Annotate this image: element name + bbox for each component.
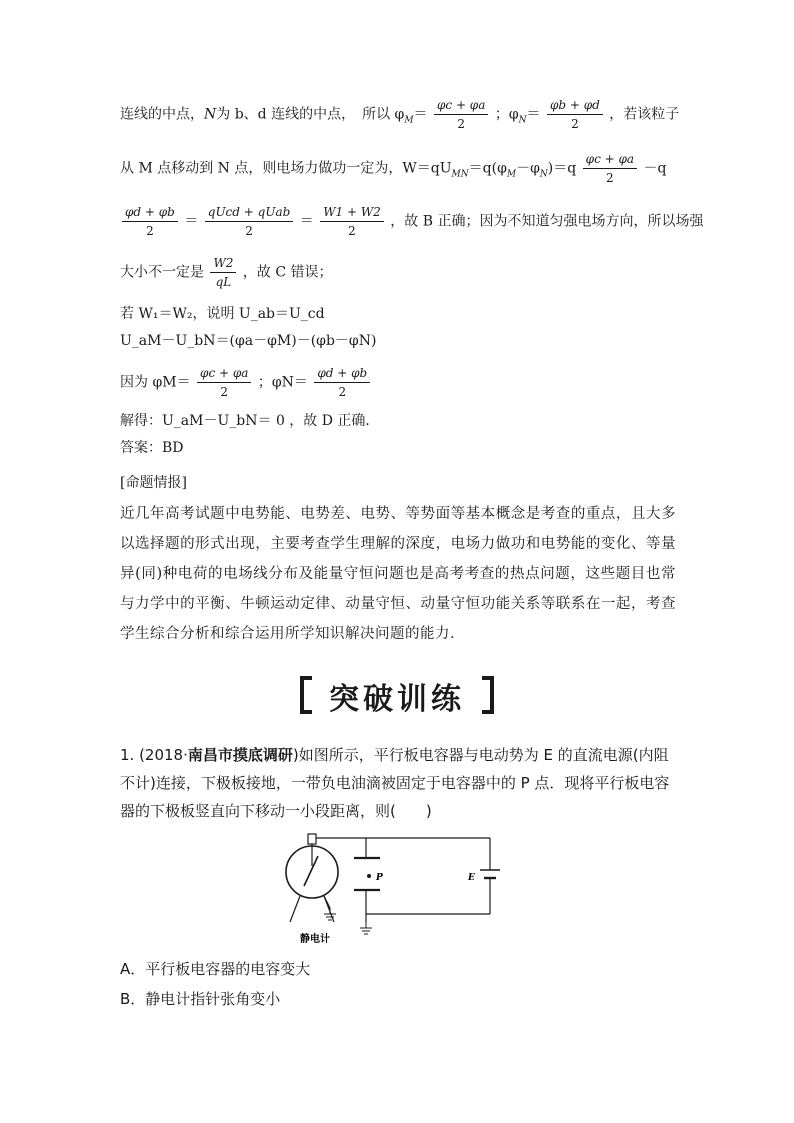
solution-line-8: 解得：U_aM－U_bN＝ 0 ，故 D 正确． (120, 413, 380, 429)
question-1: 1. (2018·南昌市摸底调研)如图所示，平行板电容器与电动势为 E 的直流电源(内阻不计)连接，下极板接地，一带负电油滴被固定于电容器中的 P 点．现将平行板电容器的下极板竖直向下移动一小段距离，则( ) (120, 746, 670, 820)
fraction: $\frac{\varphi c + \varphi a}{2}$ (583, 150, 637, 187)
fraction: $\frac{\varphi c + \varphi a}{2}$ (197, 364, 251, 401)
fraction: $\frac{\varphi c + \varphi a}{2}$ (434, 96, 488, 133)
electrometer-terminal (308, 834, 316, 844)
option-b: B．静电计指针张角变小 (120, 990, 281, 1008)
fraction: $\frac{\varphi d + \varphi b}{2}$ (314, 364, 370, 401)
answer-line: 答案：BD (120, 440, 184, 456)
electrometer-leg-left (290, 896, 300, 922)
fraction: $\frac{W1 + W2}{2}$ (320, 203, 384, 240)
info-paragraph: 近几年高考试题中电势能、电势差、电势、等势面等基本概念是考查的重点，且大多以选择题的形式出现，主要考查学生理解的深度，电场力做功和电势能的变化、等量异(同)种电荷的电场线分布及能量守恒问题也是高考考查的热点问题，这些题目也常与力学中的平衡、牛顿运动定律、动量守恒、动量守恒功能关系等联系在一起，考查学生综合分析和综合运用所学知识解决问题的能力． (120, 506, 676, 642)
fraction: $\frac{\text{qUcd + qUab}}{2}$ (205, 203, 294, 240)
solution-line-7: 因为 φM＝ $\frac{\varphi c + \varphi a}{2}$ ；φN＝ $\frac{\varphi d + \varphi b}{2}$ (120, 364, 372, 401)
solution-line-5: 若 W₁＝W₂，说明 U_ab＝U_cd (120, 306, 325, 322)
label-electrometer: 静电计 (300, 934, 330, 945)
solution-line-2: 从 M 点移动到 N 点，则电场力做功一定为，$W=qU_{MN}=q(\varphi_M-\varphi_N)=q$ $\frac{\varphi c + \varphi a}{2}$ －q (120, 152, 667, 185)
solution-line-3: $\frac{\varphi d + \varphi b}{2}$ ＝ $\frac{\text{qUcd + qUab}}{2}$ ＝ $\frac{W1 + W2}{2}$ ，故 B 正确；因为不知道匀强电场方向，所以场强 (120, 203, 703, 240)
fraction: $\frac{\varphi b + \varphi d}{2}$ (547, 96, 603, 133)
solution-line-6: U_aM－U_bN＝(φa－φM)－(φb－φN) (120, 333, 377, 349)
heading-bracket-right (482, 676, 494, 714)
circuit-figure (270, 830, 510, 948)
option-a: A．平行板电容器的电容变大 (120, 960, 311, 978)
section-title: 突破训练 (329, 682, 465, 717)
oil-drop-point (367, 874, 371, 878)
electrometer-needle (304, 856, 318, 886)
fraction: $\frac{\varphi d + \varphi b}{2}$ (122, 203, 178, 240)
fraction: $\frac{W2}{qL}$ (210, 254, 236, 291)
solution-line-4: 大小不一定是 $\frac{W2}{qL}$ ，故 C 错误； (120, 256, 333, 289)
label-E: E (468, 873, 475, 883)
label-P: P (376, 873, 383, 883)
solution-line-1: 连线的中点，N为 b、d 连线的中点， 所以 $\varphi_M=$ $\frac{\varphi c + \varphi a}{2}$ ；$\varphi_N=$ $\frac{\varphi b + \varphi d}{2}$ ，若该粒子 (120, 98, 680, 131)
info-label: [命题情报] (120, 475, 187, 491)
